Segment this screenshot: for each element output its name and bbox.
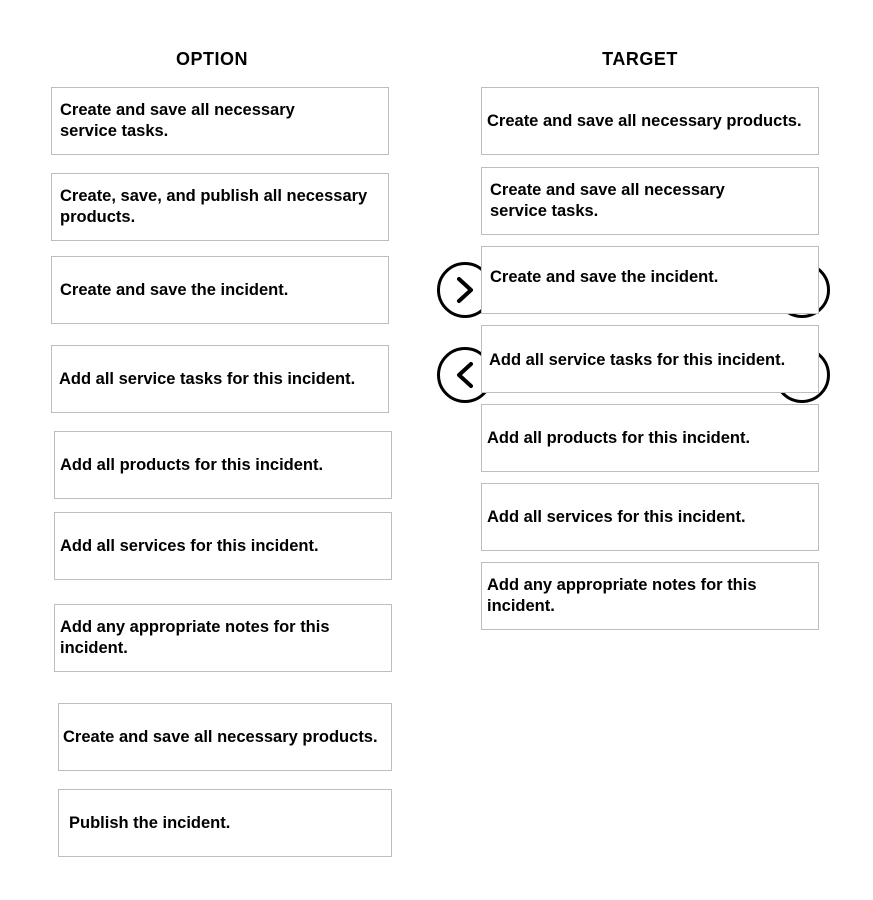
target-item-label: Create and save the incident. bbox=[490, 268, 719, 286]
option-item[interactable] bbox=[58, 703, 392, 771]
target-item[interactable] bbox=[481, 246, 819, 314]
option-item-label: Add all service tasks for this incident. bbox=[59, 369, 356, 388]
target-item-label: Add all products for this incident. bbox=[487, 428, 751, 447]
target-item-label: Create and save all necessary service tasks. bbox=[490, 181, 725, 220]
option-item-label: Create and save the incident. bbox=[60, 280, 289, 299]
option-item-label: Create and save all necessary service tasks. bbox=[60, 101, 295, 140]
option-item[interactable] bbox=[51, 345, 389, 413]
option-item[interactable] bbox=[54, 604, 392, 672]
target-item[interactable] bbox=[481, 325, 819, 393]
chevron-right-icon bbox=[453, 275, 477, 305]
target-item-label: Add all services for this incident. bbox=[487, 507, 746, 526]
chevron-left-icon bbox=[453, 360, 477, 390]
target-item[interactable] bbox=[481, 562, 819, 630]
option-item-label: Add all products for this incident. bbox=[60, 455, 324, 474]
option-item[interactable] bbox=[58, 789, 392, 857]
target-column-header: TARGET bbox=[602, 49, 678, 69]
target-item-label: Add any appropriate notes for this incident. bbox=[487, 576, 757, 615]
option-item[interactable] bbox=[51, 256, 389, 324]
option-item[interactable] bbox=[54, 431, 392, 499]
option-column-header: OPTION bbox=[175, 49, 248, 69]
option-item-label: Publish the incident. bbox=[69, 813, 231, 832]
option-item[interactable] bbox=[51, 87, 389, 155]
target-item[interactable] bbox=[481, 87, 819, 155]
option-item-label: Create, save, and publish all necessary products. bbox=[60, 187, 368, 226]
target-item[interactable] bbox=[481, 483, 819, 551]
option-item[interactable] bbox=[51, 173, 389, 241]
option-item-label: Create and save all necessary products. bbox=[63, 727, 378, 746]
target-item[interactable] bbox=[481, 167, 819, 235]
option-item[interactable] bbox=[54, 512, 392, 580]
target-item-label: Add all service tasks for this incident. bbox=[489, 351, 786, 369]
option-item-label: Add all services for this incident. bbox=[60, 536, 319, 555]
option-item-label: Add any appropriate notes for this incident. bbox=[60, 618, 330, 657]
target-item[interactable] bbox=[481, 404, 819, 472]
target-item-label: Create and save all necessary products. bbox=[487, 111, 802, 130]
